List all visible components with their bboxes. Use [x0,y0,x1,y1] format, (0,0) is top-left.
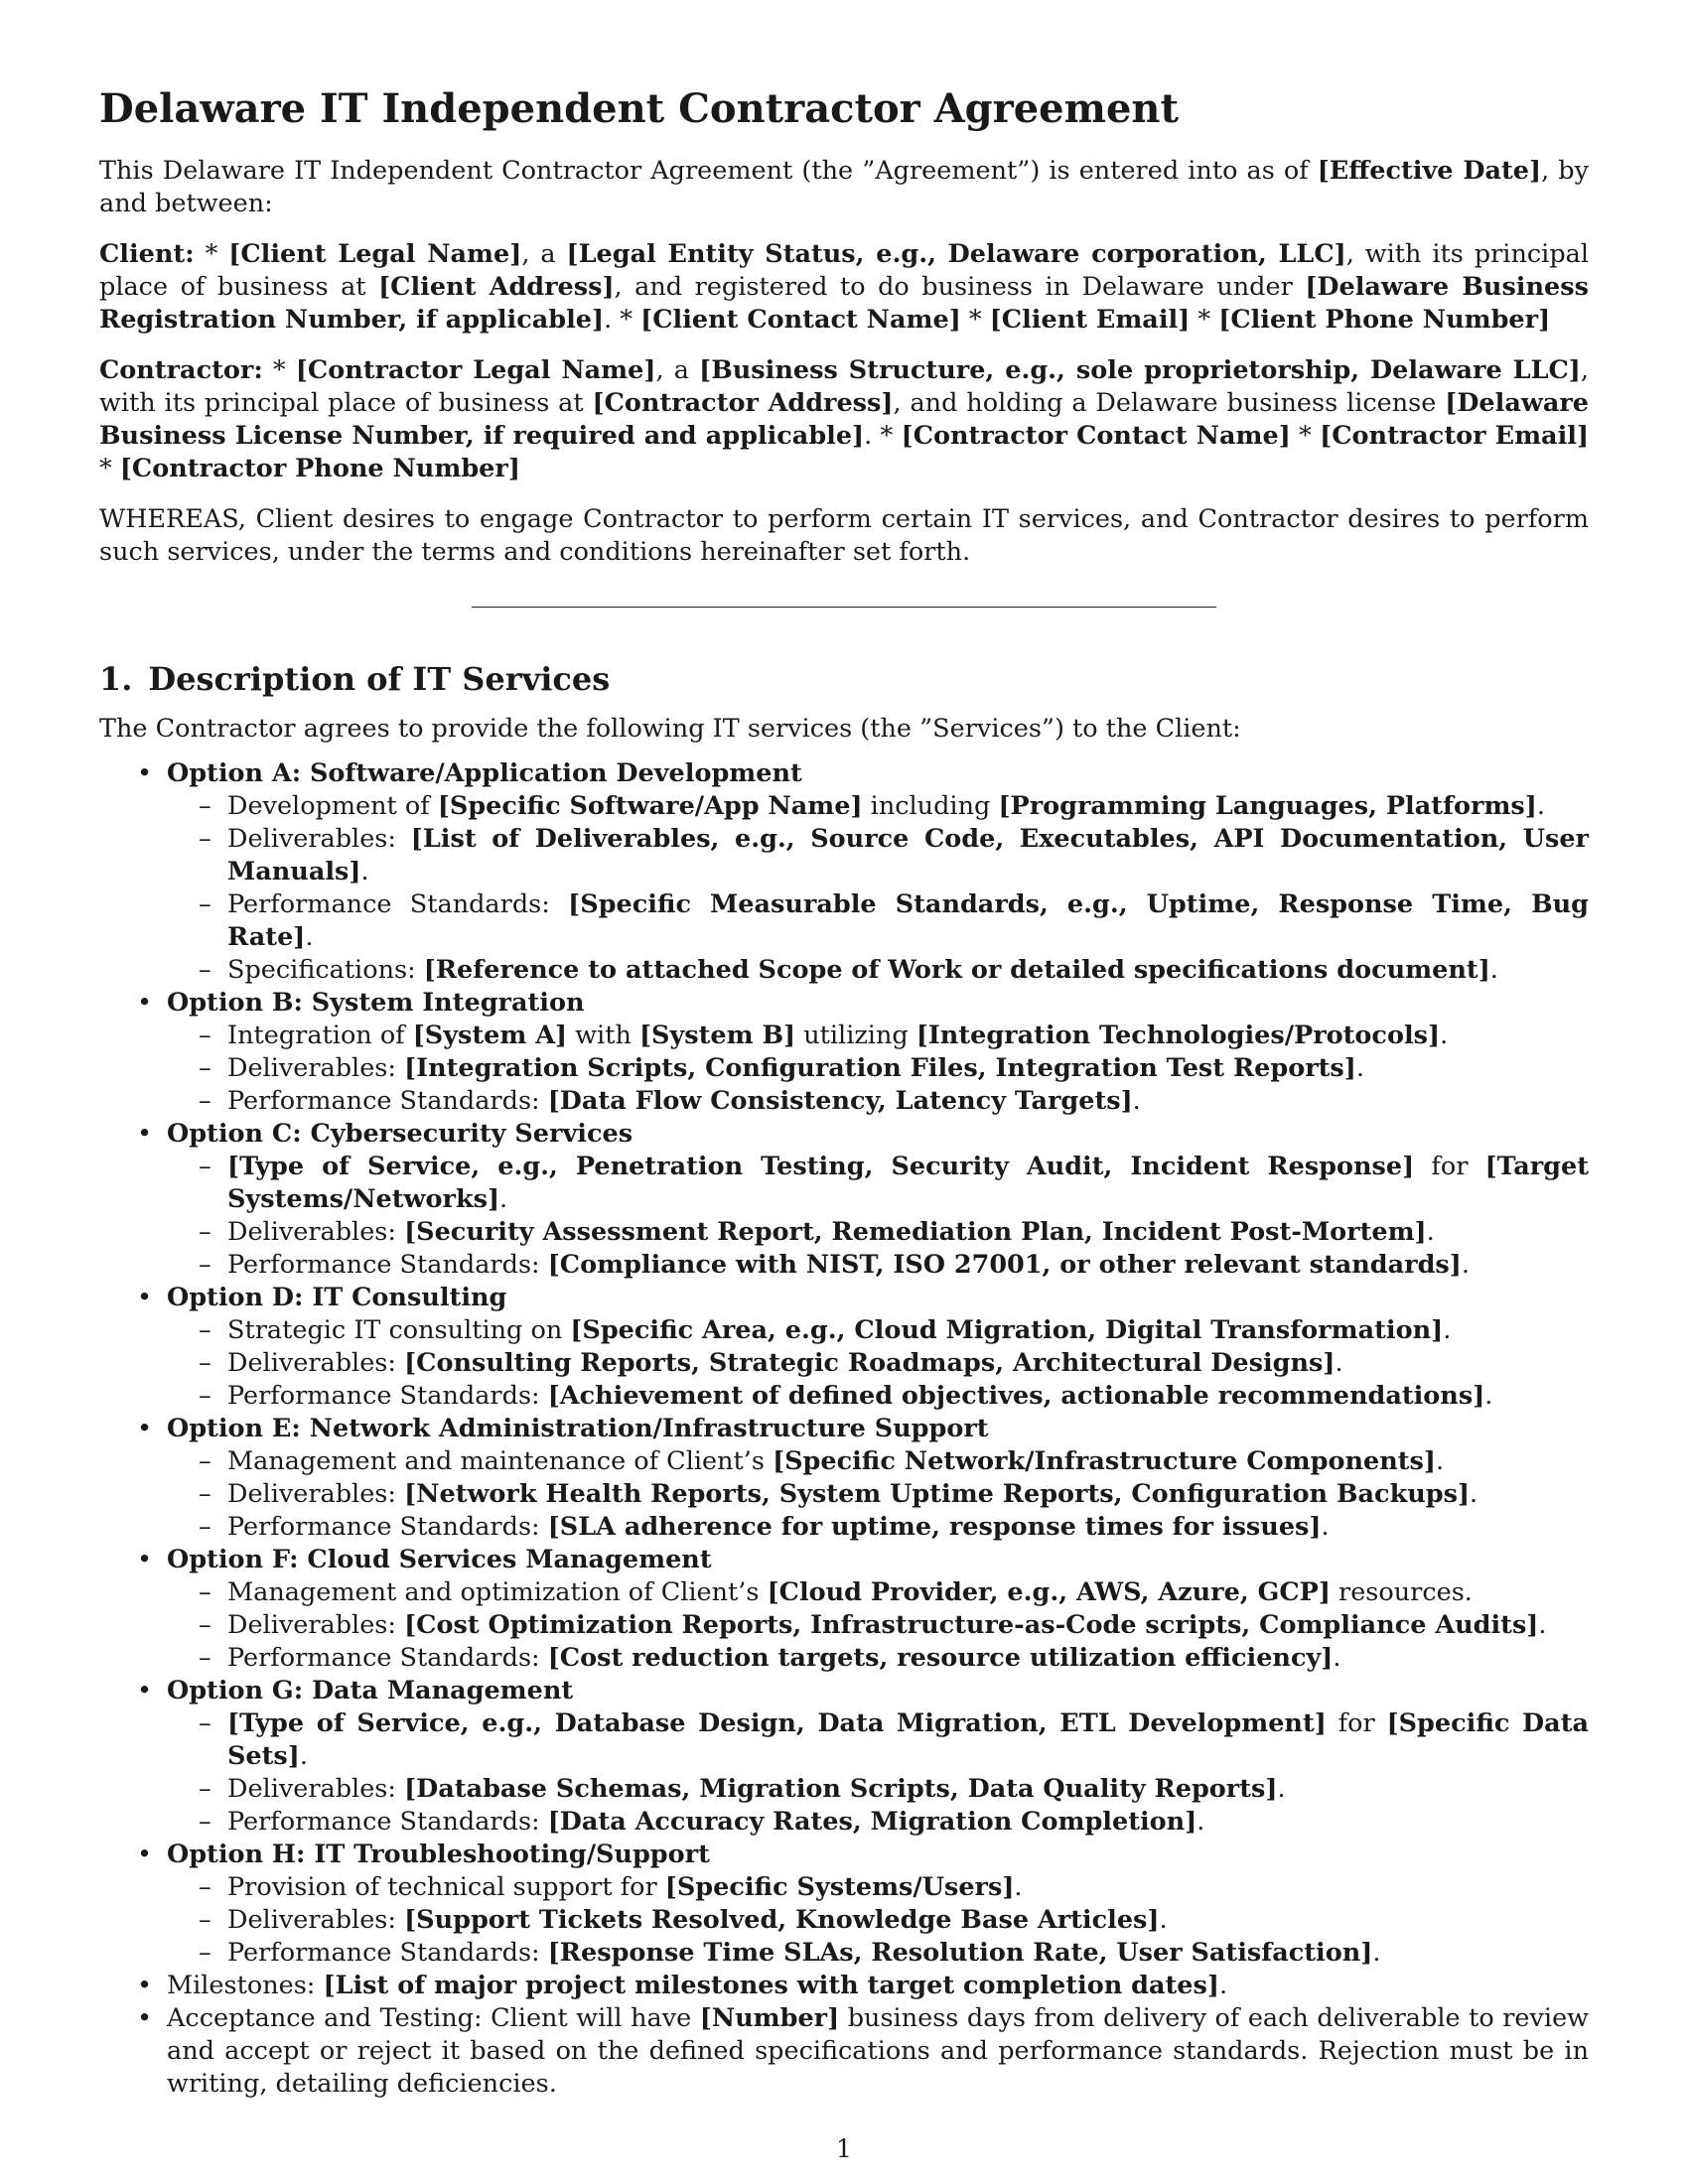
option-d-item [99,1282,1589,1413]
detail-placeholder: [Cloud Provider, e.g., AWS, Azure, GCP] [767,1577,1331,1607]
detail-text: Deliverables: [227,1053,405,1083]
section-heading: 1. Description of IT Services [99,660,611,698]
option-detail-item [167,1773,1589,1806]
contractor-text: , with its principal place of business at [99,355,1589,418]
detail-placeholder: [Type of Service, e.g., Penetration Testing, Security Audit, Incident Response] [227,1152,1415,1181]
detail-placeholder: [Integration Technologies/Protocols] [915,1021,1441,1050]
acceptance-testing-item [99,2002,1589,2101]
document-page [99,85,1589,2101]
detail-text: Performance Standards: [227,1512,548,1542]
contractor-paragraph [99,354,1589,485]
contractor-text: . * [864,421,902,451]
option-detail-item [167,1904,1589,1937]
detail-placeholder: [Specific Area, e.g., Cloud Migration, Digital Transformation] [570,1315,1444,1345]
option-detail-item [167,1871,1589,1904]
whereas-paragraph: WHEREAS, Client desires to engage Contractor to perform certain IT services, and Contractor desires to perform such services, under the terms and conditions hereinafter set forth. [99,504,1589,567]
detail-text: Performance Standards: [227,1643,548,1673]
detail-text: . [1461,1250,1470,1280]
detail-placeholder: [System A] [412,1021,568,1050]
option-detail-list [167,1020,1589,1118]
detail-text: for [1414,1152,1485,1181]
option-detail-item [167,1478,1589,1511]
option-title: Option C: Cybersecurity Services [167,1119,633,1149]
detail-placeholder: [Target Systems/Networks] [227,1152,1589,1214]
option-detail-item [167,1216,1589,1249]
detail-text: . [1470,1479,1478,1509]
detail-text: . [1372,1938,1381,1968]
detail-text: . [1443,1315,1452,1345]
client-paragraph [99,238,1589,337]
detail-text: . [499,1184,508,1214]
detail-text: Deliverables: [227,824,411,854]
client-label: Client: [99,239,195,269]
detail-placeholder: [Programming Languages, Platforms] [998,791,1537,821]
detail-placeholder: [SLA adherence for uptime, response times for issues] [547,1512,1322,1542]
services-option-list [99,757,1589,2101]
detail-text: Deliverables: [227,1479,405,1509]
acceptance-text: Acceptance and Testing: Client will have [167,2003,700,2033]
option-detail-item [167,1151,1589,1216]
option-detail-item [167,1085,1589,1118]
detail-text: . [1536,791,1545,821]
option-detail-item [167,1052,1589,1085]
option-title: Option D: IT Consulting [167,1283,507,1312]
detail-placeholder: [Database Schemas, Migration Scripts, Data Quality Reports] [404,1774,1278,1804]
option-detail-item [167,1249,1589,1282]
option-detail-list [167,1871,1589,1970]
detail-text: . [1489,955,1498,985]
option-detail-list [167,1445,1589,1544]
detail-placeholder: [Integration Scripts, Configuration Files, Integration Test Reports] [404,1053,1356,1083]
option-detail-item [167,1609,1589,1642]
detail-text: resources. [1330,1577,1473,1607]
client-text: * [960,305,990,335]
detail-placeholder: [Cost Optimization Reports, Infrastructure-as-Code scripts, Compliance Audits] [404,1610,1539,1640]
client-text: * [194,239,229,269]
milestones-text: . [1218,1971,1228,2000]
contractor-address-placeholder: [Contractor Address] [592,388,894,418]
detail-text: . [305,922,314,952]
contractor-legal-name-placeholder: [Contractor Legal Name] [295,355,656,385]
milestones-item [99,1970,1589,2002]
option-h-item [99,1839,1589,1970]
detail-placeholder: [Specific Data Sets] [227,1708,1589,1771]
client-address-placeholder: [Client Address] [378,272,615,302]
detail-text: Provision of technical support for [227,1872,665,1902]
detail-text: Deliverables: [227,1217,405,1247]
detail-text: Performance Standards: [227,1807,548,1837]
detail-text: Specifications: [227,955,424,985]
option-title: Option F: Cloud Services Management [167,1545,712,1574]
option-title: Option B: System Integration [167,988,585,1018]
detail-text: Performance Standards: [227,889,569,919]
detail-text: Deliverables: [227,1348,405,1378]
option-title: Option G: Data Management [167,1676,574,1706]
option-detail-item [167,1642,1589,1675]
detail-text: including [862,791,999,821]
detail-text: . [1440,1021,1449,1050]
acceptance-placeholder: [Number] [699,2003,840,2033]
effective-date-placeholder: [Effective Date] [1317,156,1542,186]
detail-text: Strategic IT consulting on [227,1315,571,1345]
detail-text: . [1321,1512,1330,1542]
option-detail-item [167,1445,1589,1478]
detail-text: . [1435,1446,1445,1476]
option-detail-list [167,1314,1589,1413]
option-e-item [99,1413,1589,1544]
contractor-text: * [262,355,296,385]
milestones-text: Milestones: [167,1971,324,2000]
option-detail-item [167,1806,1589,1839]
detail-text: . [1196,1807,1205,1837]
option-a-item [99,757,1589,987]
client-text: , a [521,239,567,269]
contractor-email-placeholder: [Contractor Email] [1320,421,1590,451]
detail-text: . [1132,1086,1141,1116]
page-number: 1 [836,2134,852,2163]
option-f-item [99,1544,1589,1675]
option-title: Option H: IT Troubleshooting/Support [167,1840,710,1869]
section-intro: The Contractor agrees to provide the following IT services (the ”Services”) to the Client: [99,714,1241,744]
detail-text: Integration of [227,1021,413,1050]
detail-text: . [1333,1643,1341,1673]
option-detail-item [167,1707,1589,1773]
option-detail-list [167,790,1589,987]
client-contact-name-placeholder: [Client Contact Name] [640,305,961,335]
option-detail-item [167,1511,1589,1544]
option-detail-item [167,790,1589,823]
option-detail-list [167,1576,1589,1675]
detail-placeholder: [Response Time SLAs, Resolution Rate, User Satisfaction] [547,1938,1373,1968]
option-detail-item [167,1937,1589,1970]
detail-placeholder: [List of Deliverables, e.g., Source Code, Executables, API Documentation, User Manuals] [227,824,1589,887]
detail-placeholder: [System B] [638,1021,796,1050]
document-title: Delaware IT Independent Contractor Agreement [99,85,1179,132]
detail-text: Deliverables: [227,1610,405,1640]
detail-text: . [1538,1610,1547,1640]
client-entity-status-placeholder: [Legal Entity Status, e.g., Delaware corporation, LLC] [566,239,1346,269]
intro-text: , by and between: [99,156,1589,218]
option-detail-list [167,1151,1589,1282]
option-detail-item [167,954,1589,987]
client-text: , and registered to do business in Delaware under [614,272,1306,302]
detail-text: Management and maintenance of Client’s [227,1446,774,1476]
detail-placeholder: [Specific Software/App Name] [437,791,863,821]
horizontal-rule [472,607,1216,608]
detail-placeholder: [Consulting Reports, Strategic Roadmaps, Architectural Designs] [404,1348,1336,1378]
detail-text: . [299,1741,308,1771]
intro-paragraph [99,155,1589,220]
detail-placeholder: [Data Accuracy Rates, Migration Completion] [547,1807,1197,1837]
detail-text: . [1277,1774,1286,1804]
detail-placeholder: [Specific Measurable Standards, e.g., Uptime, Response Time, Bug Rate] [227,889,1589,952]
contractor-text: , and holding a Delaware business license [893,388,1446,418]
option-detail-item [167,1314,1589,1347]
contractor-license-placeholder: [Delaware Business License Number, if required and applicable] [99,388,1589,451]
detail-text: Development of [227,791,438,821]
milestones-placeholder: [List of major project milestones with target completion dates] [323,1971,1219,2000]
detail-text: . [1484,1381,1493,1411]
option-title: Option E: Network Administration/Infrastructure Support [167,1414,989,1443]
detail-placeholder: [Cost reduction targets, resource utilization efficiency] [547,1643,1334,1673]
detail-text: . [1335,1348,1343,1378]
detail-placeholder: [Security Assessment Report, Remediation Plan, Incident Post-Mortem] [404,1217,1427,1247]
detail-text: utilizing [795,1021,916,1050]
detail-placeholder: [Specific Systems/Users] [664,1872,1015,1902]
option-g-item [99,1675,1589,1839]
detail-placeholder: [Type of Service, e.g., Database Design, Data Migration, ETL Development] [227,1708,1327,1738]
detail-text: with [567,1021,639,1050]
intro-text: This Delaware IT Independent Contractor Agreement (the ”Agreement”) is entered into as of [99,156,1318,186]
client-phone-placeholder: [Client Phone Number] [1218,305,1551,335]
contractor-text: * [99,454,120,483]
detail-text: . [360,857,369,887]
contractor-business-structure-placeholder: [Business Structure, e.g., sole proprietorship, Delaware LLC] [699,355,1581,385]
option-detail-item [167,823,1589,888]
client-text: , with its principal place of business at [99,239,1590,302]
detail-text: Performance Standards: [227,1086,548,1116]
detail-text: Deliverables: [227,1774,405,1804]
detail-text: Performance Standards: [227,1381,548,1411]
detail-text: Management and optimization of Client’s [227,1577,768,1607]
detail-placeholder: [Data Flow Consistency, Latency Targets] [547,1086,1133,1116]
contractor-text: * [1290,421,1321,451]
detail-text: Deliverables: [227,1905,405,1935]
detail-placeholder: [Support Tickets Resolved, Knowledge Base Articles] [404,1905,1160,1935]
detail-text: for [1326,1708,1387,1738]
detail-text: . [1014,1872,1023,1902]
option-detail-item [167,1347,1589,1380]
option-detail-item [167,1380,1589,1413]
contractor-label: Contractor: [99,355,263,385]
detail-text: . [1426,1217,1435,1247]
option-detail-list [167,1707,1589,1839]
detail-text: Performance Standards: [227,1250,548,1280]
option-b-item [99,987,1589,1118]
acceptance-text: business days from delivery of each deliverable to review and accept or reject it based on the defined specifications and performance standards. Rejection must be in writing, detailing deficiencies. [167,2003,1589,2099]
option-detail-item [167,1020,1589,1052]
contractor-phone-placeholder: [Contractor Phone Number] [119,454,520,483]
client-text: . * [604,305,641,335]
option-detail-item [167,888,1589,954]
client-text: * [1190,305,1219,335]
contractor-text: , a [655,355,700,385]
detail-placeholder: [Achievement of defined objectives, actionable recommendations] [547,1381,1485,1411]
detail-text: . [1159,1905,1168,1935]
detail-placeholder: [Compliance with NIST, ISO 27001, or other relevant standards] [547,1250,1462,1280]
detail-placeholder: [Network Health Reports, System Uptime Reports, Configuration Backups] [404,1479,1471,1509]
client-email-placeholder: [Client Email] [989,305,1191,335]
option-detail-item [167,1576,1589,1609]
detail-text: . [1355,1053,1364,1083]
client-registration-placeholder: [Delaware Business Registration Number, if applicable] [99,272,1589,335]
client-legal-name-placeholder: [Client Legal Name] [228,239,522,269]
contractor-contact-name-placeholder: [Contractor Contact Name] [901,421,1291,451]
option-c-item [99,1118,1589,1282]
detail-text: Performance Standards: [227,1938,548,1968]
detail-placeholder: [Specific Network/Infrastructure Components] [773,1446,1436,1476]
detail-placeholder: [Reference to attached Scope of Work or detailed specifications document] [423,955,1490,985]
option-title: Option A: Software/Application Development [167,758,802,788]
